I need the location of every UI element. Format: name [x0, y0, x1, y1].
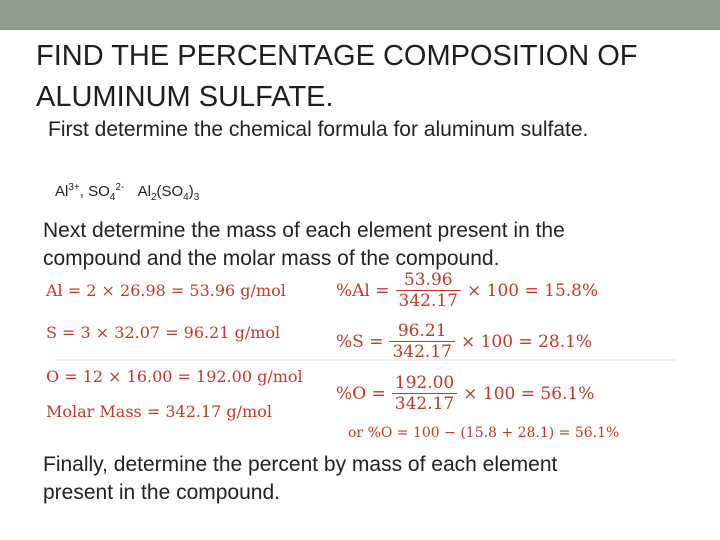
- aluminum-ion-charge: 3+: [68, 182, 80, 193]
- title-line-2: ALUMINUM SULFATE.: [36, 81, 334, 113]
- intro-text: First determine the chemical formula for aluminum sulfate.: [48, 118, 589, 141]
- final-line-2: present in the compound.: [43, 481, 280, 504]
- next-step-text: [43, 217, 683, 273]
- sulfate-ion: SO: [88, 183, 110, 200]
- slide-title: [36, 36, 696, 118]
- o-percent-label: %O =: [336, 383, 386, 404]
- al-mass-equation: Al = 2 × 26.98 = 53.96 g/mol: [46, 281, 286, 300]
- formula-so-subscript: 4: [183, 192, 189, 203]
- formula-close: ): [188, 183, 194, 200]
- s-fraction-denominator: 342.17: [389, 341, 454, 361]
- formula-al-subscript: 2: [150, 192, 157, 203]
- formula-al: Al: [137, 183, 151, 200]
- sulfate-ion-subscript: 4: [109, 192, 116, 203]
- al-percent-equation: [336, 271, 598, 310]
- aluminum-ion: Al: [55, 183, 69, 200]
- sulfate-ion-charge: 2-: [115, 182, 125, 193]
- o-mass-equation: O = 12 × 16.00 = 192.00 g/mol: [46, 367, 303, 386]
- s-percent-label: %S =: [336, 331, 384, 352]
- s-fraction-numerator: 96.21: [397, 321, 447, 341]
- o-fraction: [392, 374, 457, 413]
- s-fraction: [389, 322, 454, 361]
- molar-mass-equation: Molar Mass = 342.17 g/mol: [46, 402, 272, 421]
- final-line-1: Finally, determine the percent by mass of each element: [43, 453, 558, 476]
- s-percent-equation: [336, 322, 592, 361]
- next-line-2: compound and the molar mass of the compound.: [43, 247, 500, 270]
- al-fraction-denominator: 342.17: [396, 290, 461, 310]
- al-percent-result: × 100 = 15.8%: [467, 280, 599, 301]
- al-fraction-numerator: 53.96: [403, 270, 453, 290]
- s-mass-equation: S = 3 × 32.07 = 96.21 g/mol: [46, 323, 281, 342]
- o-percent-result: × 100 = 56.1%: [463, 383, 595, 404]
- title-line-1: FIND THE PERCENTAGE COMPOSITION OF: [36, 40, 638, 72]
- s-percent-result: × 100 = 28.1%: [460, 331, 593, 352]
- o-percent-check: or %O = 100 − (15.8 + 28.1) = 56.1%: [348, 425, 620, 441]
- o-fraction-numerator: 192.00: [394, 373, 455, 393]
- top-banner: [0, 0, 720, 30]
- final-step-text: [43, 451, 683, 507]
- formula-close-subscript: 3: [193, 192, 200, 203]
- al-percent-label: %Al =: [336, 280, 390, 301]
- formula-so: (SO: [156, 183, 184, 200]
- o-percent-equation: [336, 374, 594, 413]
- o-fraction-denominator: 342.17: [392, 393, 457, 413]
- next-line-1: Next determine the mass of each element present in the: [43, 219, 565, 242]
- ion-separator: ,: [79, 183, 84, 200]
- al-fraction: [396, 271, 461, 310]
- ion-formula-line: [55, 182, 199, 203]
